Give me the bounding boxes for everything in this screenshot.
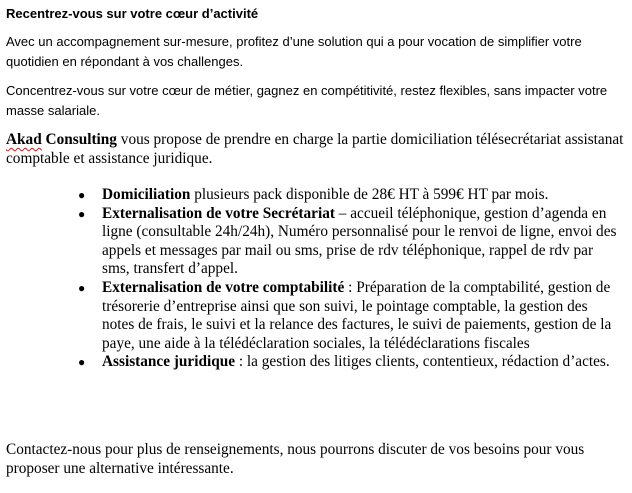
intro-paragraph-2: Concentrez-vous sur votre cœur de métier, gagnez en compétitivité, restez flexibles, sans impacter votre masse salariale. — [6, 83, 608, 118]
company-name-second: Consulting — [45, 131, 117, 148]
service-term: Assistance juridique — [102, 353, 236, 371]
list-item-comptabilite — [78, 279, 618, 353]
service-text: plusieurs pack disponible de 28€ HT à 599€ HT par mois. — [190, 186, 549, 203]
service-term: Domiciliation — [102, 186, 191, 203]
list-item-secretariat — [78, 205, 618, 279]
service-text: : la gestion des litiges clients, contentieux, rédaction d’actes. — [235, 353, 610, 371]
bullet-icon: ● — [78, 188, 86, 202]
section-heading: Recentrez-vous sur votre cœur d’activité — [6, 6, 259, 21]
closing-paragraph: Contactez-nous pour plus de renseignements, nous pourrons discuter de vos besoins pour vous proposer une alternative intéressante. — [6, 441, 585, 477]
service-text: – accueil téléphonique, gestion d’agenda en ligne (consultable 24h/24h), Numéro personnalisé pour le renvoi de ligne, envoi des appels et messages par mail ou sms, prise de rdv téléphonique, rappel de rdv par sms, transfert d’appel. — [102, 204, 617, 278]
services-list — [78, 186, 618, 372]
service-term: Externalisation de votre comptabilité — [102, 278, 345, 296]
service-text: : Préparation de la comptabilité, gestion de trésorerie d’entreprise ainsi que son suivi, le pointage comptable, la gestion des notes de frais, le suivi et la relance des factures, le suivi de paiements, gestion de la paye, une aide à la télédéclaration sociales, la télédéclarations fiscales — [102, 278, 612, 352]
company-sentence: vous propose de prendre en charge la partie domiciliation télésecrétariat assistanat comptable et assistance juridique. — [6, 131, 624, 167]
list-item-domiciliation — [78, 186, 618, 205]
bullet-icon: ● — [78, 206, 86, 221]
company-name-first: Akad — [6, 131, 42, 148]
company-paragraph — [6, 131, 626, 168]
bullet-icon: ● — [78, 280, 86, 295]
intro-paragraph-1: Avec un accompagnement sur-mesure, profitez d’une solution qui a pour vocation de simplifier votre quotidien en répondant à vos challenges. — [6, 34, 582, 69]
list-item-juridique — [78, 353, 618, 372]
service-term: Externalisation de votre Secrétariat — [102, 204, 335, 222]
bullet-icon: ● — [78, 355, 86, 370]
